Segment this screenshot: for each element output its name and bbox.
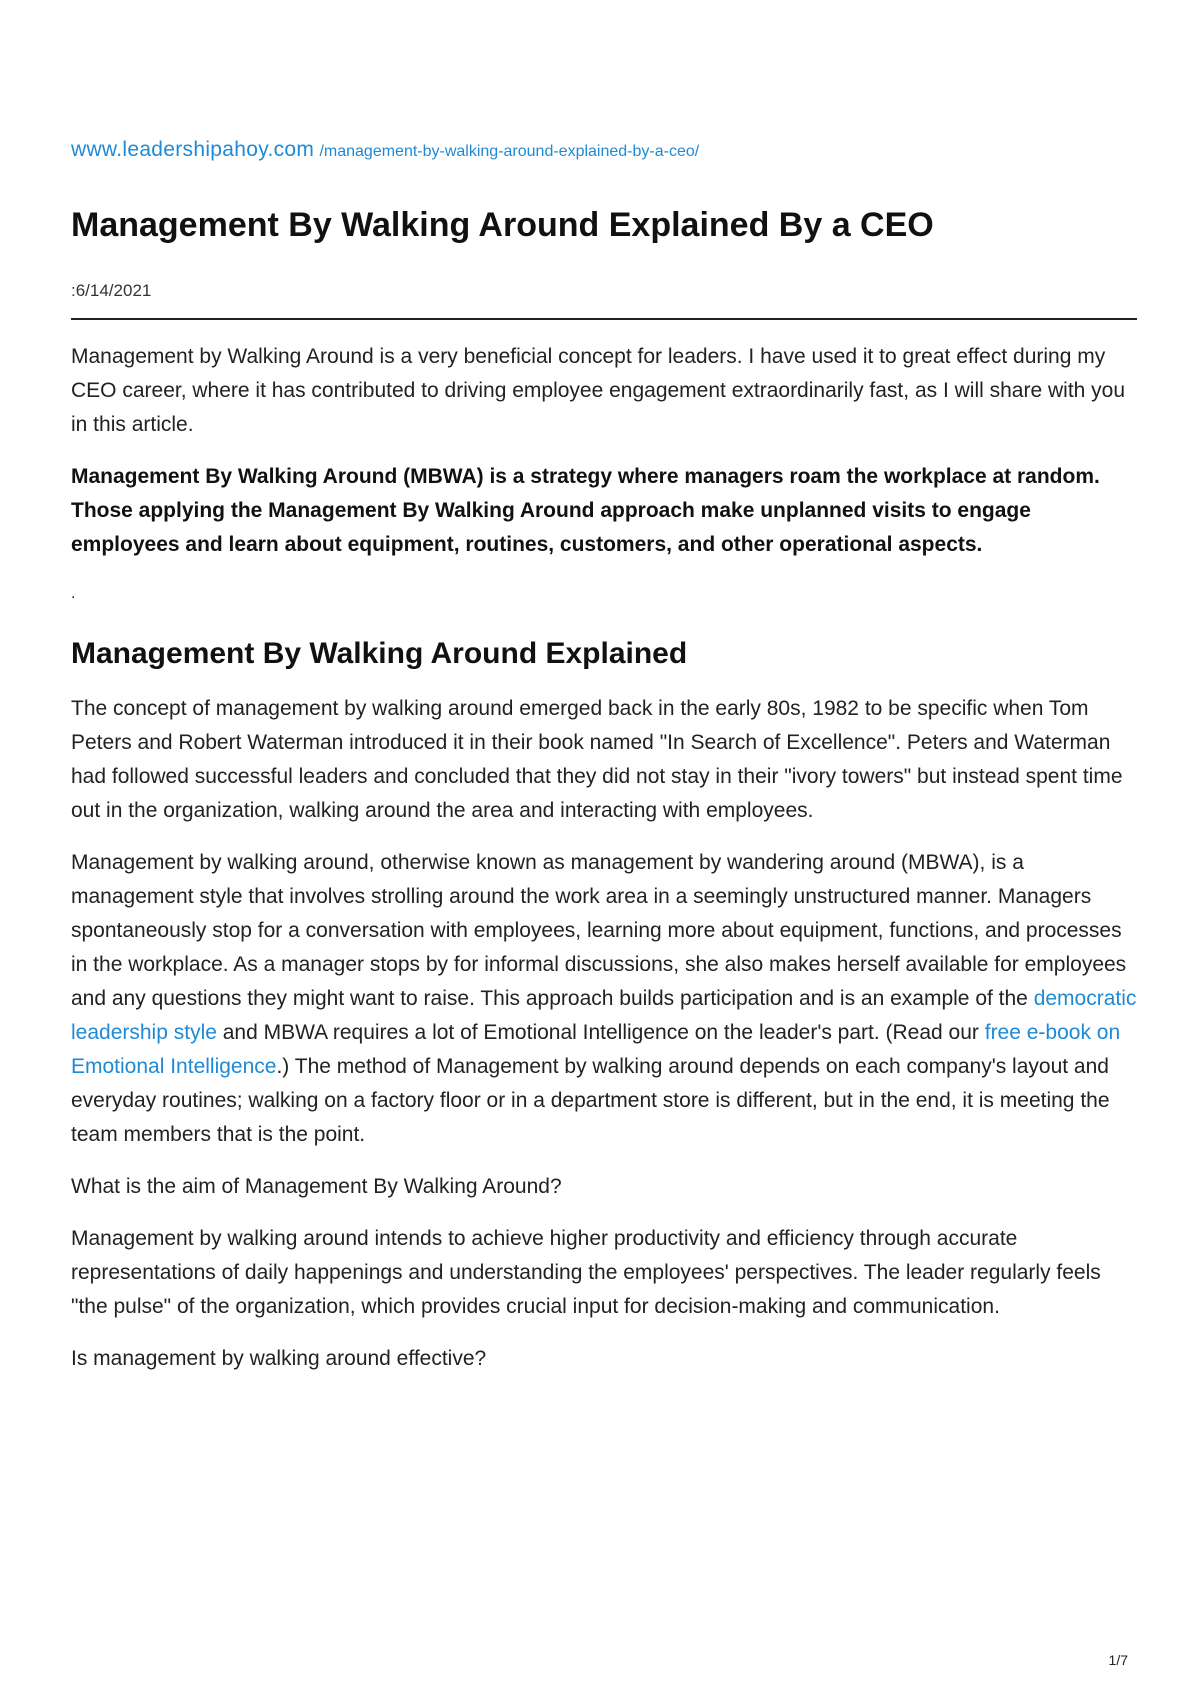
- democratic-leadership-link[interactable]: democratic leadership style: [71, 987, 1137, 1044]
- page-title: Management By Walking Around Explained By a CEO: [71, 206, 934, 244]
- effectiveness-question: Is management by walking around effective?: [71, 1347, 487, 1370]
- history-paragraph: The concept of management by walking around emerged back in the early 80s, 1982 to be specific when Tom Peters and Robert Waterman introduced it in their book named "In Search of Excellence". Peters and Waterman had followed successful leaders and concluded that they did not stay in their "ivory towers" but instead spent time out in the organization, walking around the area and interacting with employees.: [71, 697, 1123, 822]
- separator-dot: .: [71, 585, 76, 602]
- source-path-link[interactable]: /management-by-walking-around-explained-by-a-ceo/: [319, 143, 700, 160]
- title-divider: [71, 318, 1137, 320]
- source-domain-link[interactable]: www.leadershipahoy.com: [71, 138, 315, 161]
- intro-paragraph: Management by Walking Around is a very beneficial concept for leaders. I have used it to great effect during my CEO career, where it has contributed to driving employee engagement extraordinarily fast, as I will share with you in this article.: [71, 345, 1126, 436]
- definition-paragraph: [71, 846, 1137, 1152]
- emotional-intelligence-ebook-link[interactable]: free e-book on Emotional Intelligence: [71, 1021, 1121, 1078]
- source-url: [71, 138, 1137, 164]
- definition-text-1: Management by walking around, otherwise known as management by wandering around (MBWA), is a management style that involves strolling around the work area in a seemingly unstructured manner. Managers spontaneously stop for a conversation with employees, learning more about equipment, functions, and processes in the workplace. As a manager stops by for informal discussions, she also makes herself available for employees and any questions they might want to raise. This approach builds participation and is an example of the: [71, 851, 1127, 1010]
- page-number: 1/7: [1108, 1652, 1128, 1668]
- publish-date: :6/14/2021: [71, 281, 152, 300]
- definition-text-2: and MBWA requires a lot of Emotional Intelligence on the leader's part. (Read our: [216, 1021, 985, 1044]
- aim-answer-paragraph: Management by walking around intends to achieve higher productivity and efficiency through accurate representations of daily happenings and understanding the employees' perspectives. The leader regularly feels "the pulse" of the organization, which provides crucial input for decision-making and communication.: [71, 1227, 1101, 1318]
- aim-question: What is the aim of Management By Walking Around?: [71, 1175, 562, 1198]
- document-page: [71, 138, 1137, 1376]
- lead-paragraph: Management By Walking Around (MBWA) is a strategy where managers roam the workplace at random. Those applying the Management By Walking Around approach make unplanned visits to engage employees and learn about equipment, routines, customers, and other operational aspects.: [71, 465, 1100, 556]
- definition-text-3: .) The method of Management by walking around depends on each company's layout and everyday routines; walking on a factory floor or in a department store is different, but in the end, it is meeting the team members that is the point.: [71, 1055, 1110, 1146]
- section-heading: Management By Walking Around Explained: [71, 637, 688, 670]
